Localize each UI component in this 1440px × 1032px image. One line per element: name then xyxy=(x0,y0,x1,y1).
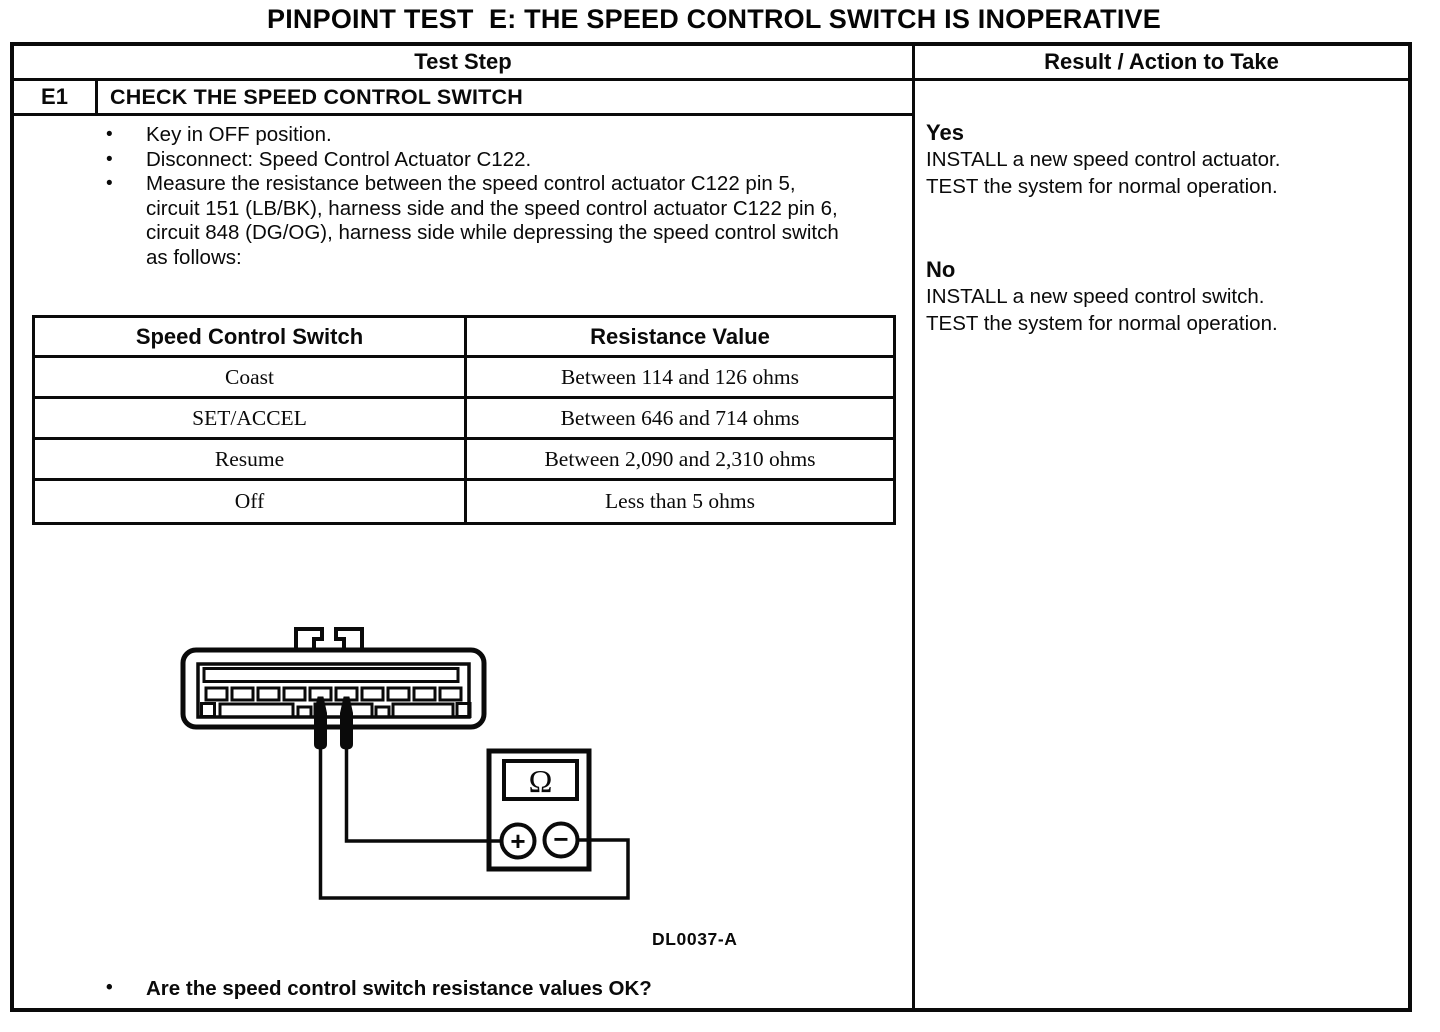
yes-label: Yes xyxy=(926,120,964,145)
instruction-item xyxy=(106,172,850,270)
pin-cavity-4 xyxy=(284,688,305,700)
page-title: PINPOINT TEST E: THE SPEED CONTROL SWITCH IS INOPERATIVE xyxy=(267,4,1161,34)
instruction-text: Key in OFF position. xyxy=(146,123,332,146)
step-title: CHECK THE SPEED CONTROL SWITCH xyxy=(110,84,523,109)
no-action-line: TEST the system for normal operation. xyxy=(926,312,1278,335)
pin-cavity-9 xyxy=(414,688,435,700)
pin-cavity-7 xyxy=(362,688,383,700)
instruction-text: Disconnect: Speed Control Actuator C122. xyxy=(146,147,532,171)
instruction-item xyxy=(106,148,850,173)
pin-cavity-1 xyxy=(206,688,227,700)
column-header: Resistance Value xyxy=(467,318,893,358)
probe-pin5 xyxy=(315,697,327,749)
table-cell: Resume xyxy=(35,440,467,481)
keying-feature xyxy=(220,704,293,717)
connector-slot xyxy=(204,669,458,682)
step-id-row xyxy=(14,81,912,116)
question-text: Are the speed control switch resistance values OK? xyxy=(146,977,652,1000)
no-action-line: INSTALL a new speed control switch. xyxy=(926,285,1265,308)
table-cell: Between 114 and 126 ohms xyxy=(467,358,893,399)
instruction-item xyxy=(106,123,850,148)
table-cell: Off xyxy=(35,481,467,522)
step-question xyxy=(106,977,866,1001)
bullet-icon: • xyxy=(106,173,113,194)
test-step-column xyxy=(14,46,915,1008)
bullet-icon: • xyxy=(106,124,113,145)
test-step-header: Test Step xyxy=(14,46,912,81)
table-cell: Between 2,090 and 2,310 ohms xyxy=(467,440,893,481)
instruction-list xyxy=(106,123,850,270)
resistance-value-table xyxy=(32,315,896,525)
connector-inner-frame xyxy=(198,664,469,717)
instruction-text: Measure the resistance between the speed control actuator C122 pin 5, circuit 151 (LB/BK), harness side and the speed control actuator C122 pin 6, circuit 848 (DG/OG), harness side while depressing the speed control switch as follows: xyxy=(146,172,839,269)
table-cell: Between 646 and 714 ohms xyxy=(467,399,893,440)
pinpoint-test-table xyxy=(10,42,1412,1012)
lead-to-plus-terminal xyxy=(347,747,503,841)
pin-cavity-3 xyxy=(258,688,279,700)
result-content xyxy=(915,81,1408,337)
step-id: E1 xyxy=(14,81,98,113)
table-cell: Less than 5 ohms xyxy=(605,489,755,513)
figure-code: DL0037-A xyxy=(652,929,738,949)
diagram-svg xyxy=(161,601,801,961)
probe-pin6 xyxy=(341,697,353,749)
plus-symbol: + xyxy=(510,826,526,856)
test-step-content xyxy=(14,116,912,1008)
pin-cavity-2 xyxy=(232,688,253,700)
column-header: Speed Control Switch xyxy=(35,318,467,358)
table-cell: Coast xyxy=(35,358,467,399)
pin-cavity-8 xyxy=(388,688,409,700)
ohm-symbol: Ω xyxy=(528,763,553,799)
yes-action-line: TEST the system for normal operation. xyxy=(926,175,1278,198)
keying-feature xyxy=(393,704,453,717)
result-action-header: Result / Action to Take xyxy=(915,46,1408,81)
bullet-icon: • xyxy=(106,148,113,170)
pin-cavity-10 xyxy=(440,688,461,700)
minus-symbol: − xyxy=(553,824,569,854)
result-action-column xyxy=(915,46,1408,1008)
yes-action-line: INSTALL a new speed control actuator. xyxy=(926,148,1281,171)
keying-feature xyxy=(202,704,215,717)
lead-to-minus-terminal xyxy=(321,747,629,898)
table-cell: SET/ACCEL xyxy=(35,399,467,440)
connector-ohmmeter-diagram xyxy=(161,601,801,961)
no-label: No xyxy=(926,257,956,282)
bullet-icon: • xyxy=(106,977,113,998)
